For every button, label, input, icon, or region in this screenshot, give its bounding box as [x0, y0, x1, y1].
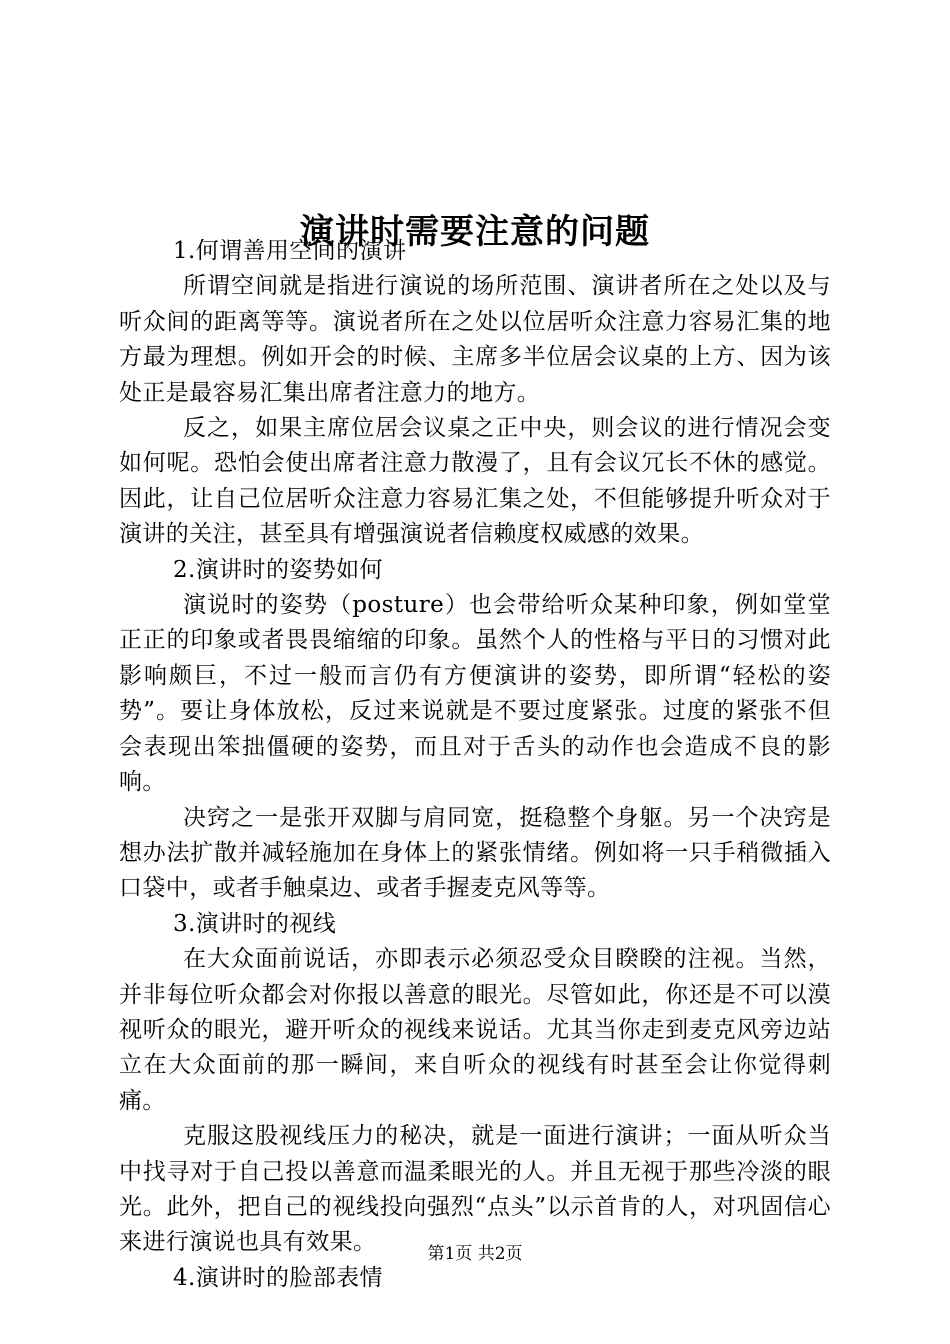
paragraph: 演说时的姿势（posture）也会带给听众某种印象，例如堂堂正正的印象或者畏畏缩缩的印象。虽然个人的性格与平日的习惯对此影响颇巨，不过一般而言仍有方便演讲的姿势，即所谓“轻松的姿势”。要让身体放松，反过来说就是不要过度紧张。过度的紧张不但会表现出笨拙僵硬的姿势，而且对于舌头的动作也会造成不良的影响。	[119, 592, 831, 796]
section-heading: 1.何谓善用空间的演讲	[173, 238, 407, 264]
page-footer: 第1页 共2页	[427, 1244, 523, 1264]
paragraph: 决窍之一是张开双脚与肩同宽，挺稳整个身躯。另一个决窍是想办法扩散并减轻施加在身体上的紧张情绪。例如将一只手稍微插入口袋中，或者手触桌边、或者手握麦克风等等。	[119, 804, 831, 902]
paragraph: 在大众面前说话，亦即表示必须忍受众目睽睽的注视。当然，并非每位听众都会对你报以善意的眼光。尽管如此，你还是不可以漠视听众的眼光，避开听众的视线来说话。尤其当你走到麦克风旁边站立在大众面前的那一瞬间，来自听众的视线有时甚至会让你觉得刺痛。	[119, 946, 831, 1114]
section-heading: 2.演讲时的姿势如何	[173, 556, 383, 583]
section-heading: 3.演讲时的视线	[173, 910, 337, 937]
section-heading: 4.演讲时的脸部表情	[173, 1264, 383, 1291]
document-body	[119, 234, 831, 1296]
paragraph: 克服这股视线压力的秘决，就是一面进行演讲；一面从听众当中找寻对于自己投以善意而温柔眼光的人。并且无视于那些冷淡的眼光。此外，把自己的视线投向强烈“点头”以示首肯的人，对巩固信心来进行演说也具有效果。	[119, 1123, 831, 1256]
paragraph: 反之，如果主席位居会议桌之正中央，则会议的进行情况会变如何呢。恐怕会使出席者注意力散漫了，且有会议冗长不休的感觉。因此，让自己位居听众注意力容易汇集之处，不但能够提升听众对于演讲的关注，甚至具有增强演说者信赖度权威感的效果。	[119, 415, 831, 548]
paragraph: 所谓空间就是指进行演说的场所范围、演讲者所在之处以及与听众间的距离等等。演说者所在之处以位居听众注意力容易汇集的地方最为理想。例如开会的时候、主席多半位居会议桌的上方、因为该处正是最容易汇集出席者注意力的地方。	[119, 273, 831, 406]
page-title: 演讲时需要注意的问题	[300, 211, 650, 252]
